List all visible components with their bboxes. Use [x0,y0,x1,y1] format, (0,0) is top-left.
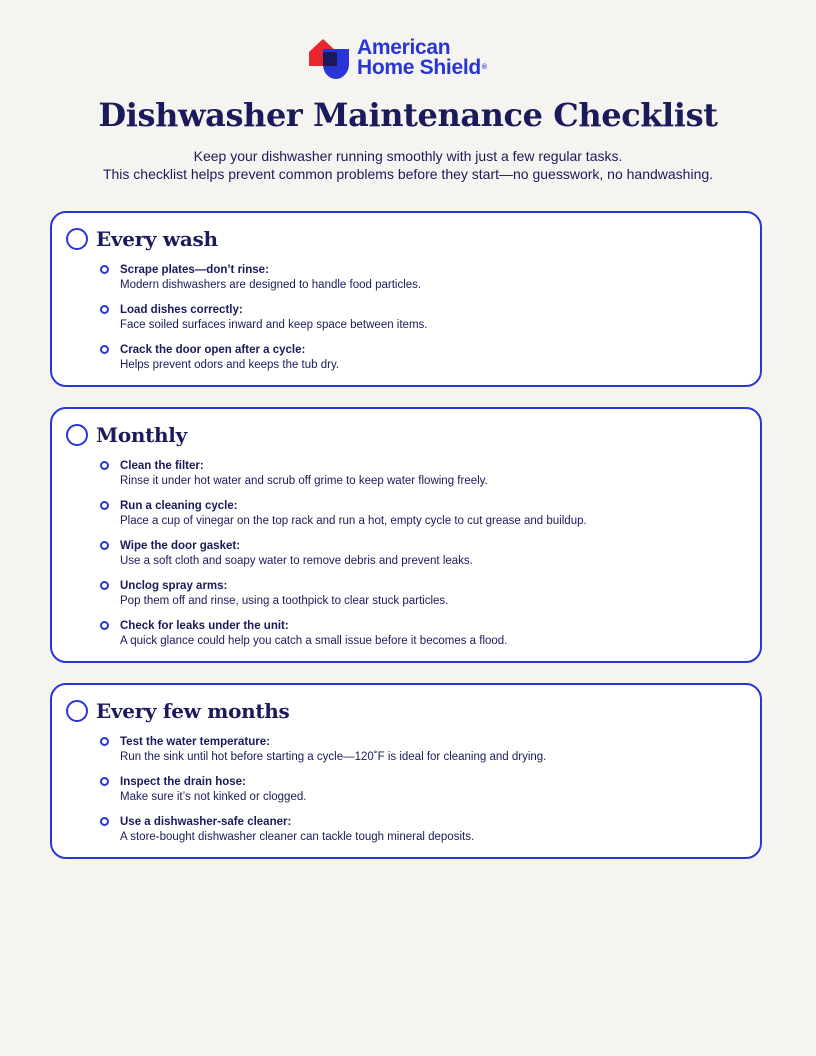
section-checkbox[interactable] [66,228,88,250]
section-title: Monthly [96,423,187,447]
section-title: Every few months [96,699,290,723]
brand-line-2: Home Shield [357,56,481,79]
checklist-item [100,263,740,303]
item-title: Unclog spray arms: [120,580,228,592]
item-title: Run a cleaning cycle: [120,500,238,512]
item-description: Pop them off and rinse, using a toothpick to clear stuck particles. [120,595,449,607]
item-checkbox[interactable] [100,265,109,274]
item-title: Check for leaks under the unit: [120,620,289,632]
item-checkbox[interactable] [100,581,109,590]
intro-line-1: Keep your dishwasher running smoothly with just a few regular tasks. [193,148,623,164]
item-checkbox[interactable] [100,777,109,786]
item-title: Test the water temperature: [120,736,270,748]
brand-line-1: American [357,36,451,59]
brand-name [357,38,487,78]
registered-mark: ® [481,64,487,71]
section-every-few-months [50,683,762,859]
item-title: Crack the door open after a cycle: [120,344,306,356]
item-description: Place a cup of vinegar on the top rack and run a hot, empty cycle to cut grease and buildup. [120,515,587,527]
item-checkbox[interactable] [100,501,109,510]
item-checkbox[interactable] [100,305,109,314]
checklist-item [100,303,740,343]
brand-logo [309,36,487,80]
checklist-item [100,539,740,579]
item-description: Face soiled surfaces inward and keep space between items. [120,319,428,331]
checklist-item [100,499,740,539]
section-monthly [50,407,762,663]
checklist-item [100,579,740,619]
item-description: Rinse it under hot water and scrub off grime to keep water flowing freely. [120,475,488,487]
section-title: Every wash [96,227,218,251]
item-checkbox[interactable] [100,817,109,826]
item-description: Make sure it’s not kinked or clogged. [120,791,307,803]
item-description: Helps prevent odors and keeps the tub dry. [120,359,340,371]
intro-line-2: This checklist helps prevent common problems before they start—no guesswork, no handwashing. [102,166,714,182]
item-description: Use a soft cloth and soapy water to remove debris and prevent leaks. [120,555,473,567]
item-checkbox[interactable] [100,541,109,550]
section-checkbox[interactable] [66,700,88,722]
item-title: Use a dishwasher-safe cleaner: [120,816,292,828]
page-title: Dishwasher Maintenance Checklist [98,96,718,134]
item-description: Modern dishwashers are designed to handle food particles. [120,279,422,291]
item-description: A quick glance could help you catch a small issue before it becomes a flood. [120,635,508,647]
item-checkbox[interactable] [100,621,109,630]
section-every-wash [50,211,762,387]
checklist-item [100,815,740,855]
item-description: Run the sink until hot before starting a cycle—120˚F is ideal for cleaning and drying. [120,751,547,763]
section-checkbox[interactable] [66,424,88,446]
item-checkbox[interactable] [100,461,109,470]
item-checkbox[interactable] [100,345,109,354]
item-title: Scrape plates—don’t rinse: [120,264,269,276]
item-checkbox[interactable] [100,737,109,746]
item-title: Clean the filter: [120,460,204,472]
item-title: Wipe the door gasket: [120,540,241,552]
item-description: A store-bought dishwasher cleaner can tackle tough mineral deposits. [120,831,475,843]
checklist-item [100,619,740,659]
checklist-item [100,459,740,499]
checklist-item [100,735,740,775]
house-shield-icon [309,36,351,80]
checklist-item [100,775,740,815]
item-title: Inspect the drain hose: [120,776,246,788]
item-title: Load dishes correctly: [120,304,243,316]
intro-text [0,147,816,183]
checklist-item [100,343,740,383]
